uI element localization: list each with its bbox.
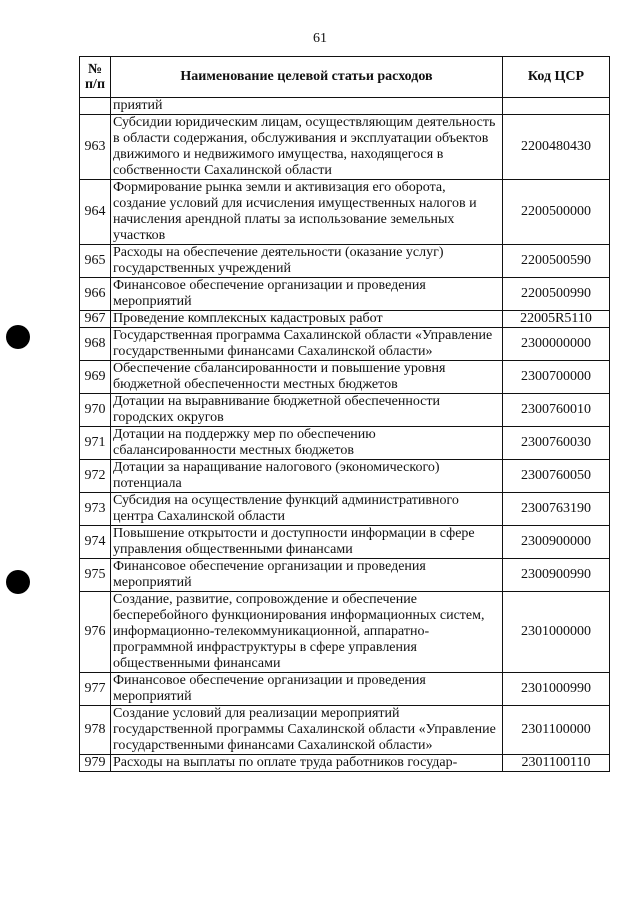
table-row [80,755,610,772]
row-description: Повышение открытости и доступности информации в сфере управления общественными финансами [111,526,503,559]
row-code: 2301100110 [503,755,610,772]
table-row [80,311,610,328]
row-description: Расходы на выплаты по оплате труда работников государ- [111,755,503,772]
row-code: 2300000000 [503,328,610,361]
continuation-text: приятий [111,98,503,115]
row-description: Субсидии юридическим лицам, осуществляющим деятельность в области содержания, обслуживания и эксплуатации объектов движимого и недвижимого имущества, находящегося в собственности Сахалинской области [111,115,503,180]
continuation-code [503,98,610,115]
row-number: 975 [80,559,111,592]
row-description: Государственная программа Сахалинской области «Управление государственными финансами Сахалинской области» [111,328,503,361]
row-description: Субсидия на осуществление функций административного центра Сахалинской области [111,493,503,526]
table-header-row [80,57,610,98]
table-row [80,328,610,361]
row-number: 963 [80,115,111,180]
row-number: 979 [80,755,111,772]
header-num: № п/п [80,57,111,98]
row-number: 966 [80,278,111,311]
row-code: 2200480430 [503,115,610,180]
row-description: Создание, развитие, сопровождение и обеспечение бесперебойного функционирования информационных систем, информационно-телекоммуникационной, аппаратно-программной инфраструктуры в сфере управления общественными финансами [111,592,503,673]
table-row [80,394,610,427]
table-row [80,706,610,755]
row-description: Дотации на поддержку мер по обеспечению сбалансированности местных бюджетов [111,427,503,460]
table-row [80,115,610,180]
table-row [80,559,610,592]
row-number: 968 [80,328,111,361]
row-number: 978 [80,706,111,755]
table-row [80,526,610,559]
row-code: 2301000000 [503,592,610,673]
row-code: 2300760010 [503,394,610,427]
table-row [80,278,610,311]
table-row [80,460,610,493]
header-name: Наименование целевой статьи расходов [111,57,503,98]
row-description: Дотации на выравнивание бюджетной обеспеченности городских округов [111,394,503,427]
row-number: 977 [80,673,111,706]
row-code: 2200500000 [503,180,610,245]
row-description: Финансовое обеспечение организации и проведения мероприятий [111,278,503,311]
row-description: Расходы на обеспечение деятельности (оказание услуг) государственных учреждений [111,245,503,278]
row-description: Финансовое обеспечение организации и проведения мероприятий [111,559,503,592]
row-description: Проведение комплексных кадастровых работ [111,311,503,328]
row-number: 967 [80,311,111,328]
row-description: Финансовое обеспечение организации и проведения мероприятий [111,673,503,706]
row-description: Обеспечение сбалансированности и повышение уровня бюджетной обеспеченности местных бюджетов [111,361,503,394]
row-number: 970 [80,394,111,427]
row-code: 22005R5110 [503,311,610,328]
row-number: 969 [80,361,111,394]
row-description: Создание условий для реализации мероприятий государственной программы Сахалинской области «Управление государственными финансами Сахалинской области» [111,706,503,755]
row-code: 2300900000 [503,526,610,559]
row-code: 2200500590 [503,245,610,278]
row-number: 976 [80,592,111,673]
row-code: 2301100000 [503,706,610,755]
table-body [80,98,610,772]
row-description: Формирование рынка земли и активизация его оборота, создание условий для исчисления имущественных налогов и начисления арендной платы за использование земельных участков [111,180,503,245]
table-row [80,245,610,278]
row-number: 971 [80,427,111,460]
page-number: 61 [313,31,327,46]
table-row [80,361,610,394]
punch-hole-top [6,325,30,349]
row-code: 2300900990 [503,559,610,592]
header-code: Код ЦСР [503,57,610,98]
table-row [80,427,610,460]
row-code: 2200500990 [503,278,610,311]
continuation-row [80,98,610,115]
table-row [80,673,610,706]
table-row [80,592,610,673]
budget-codes-table [79,56,610,772]
continuation-num [80,98,111,115]
table-row [80,180,610,245]
row-code: 2300763190 [503,493,610,526]
row-code: 2300700000 [503,361,610,394]
row-code: 2301000990 [503,673,610,706]
row-number: 965 [80,245,111,278]
row-number: 973 [80,493,111,526]
row-code: 2300760030 [503,427,610,460]
punch-hole-bottom [6,570,30,594]
row-number: 972 [80,460,111,493]
row-code: 2300760050 [503,460,610,493]
table-row [80,493,610,526]
row-description: Дотации за наращивание налогового (экономического) потенциала [111,460,503,493]
row-number: 964 [80,180,111,245]
row-number: 974 [80,526,111,559]
